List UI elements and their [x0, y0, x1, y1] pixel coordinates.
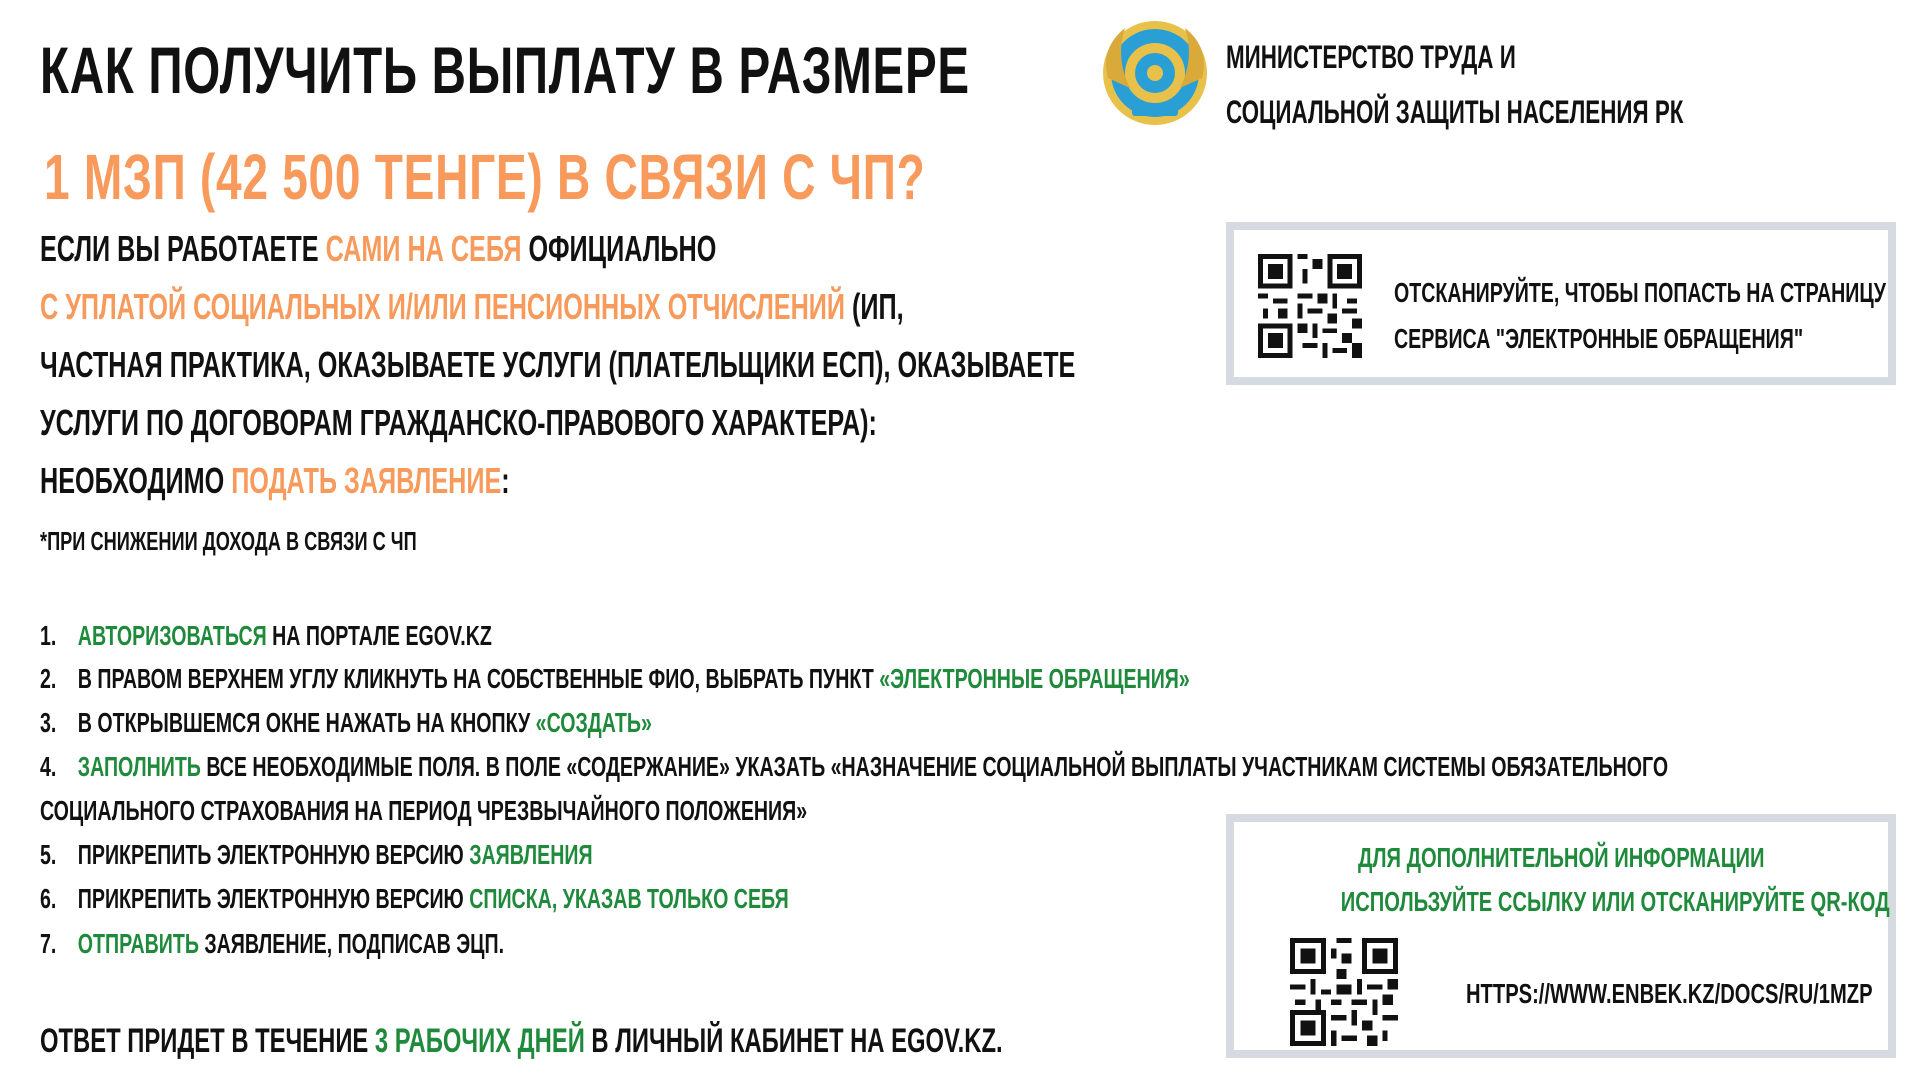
step-number: 2. — [40, 663, 57, 694]
answer-text: ОТВЕТ ПРИДЕТ В ТЕЧЕНИЕ — [40, 1022, 375, 1060]
step-highlight: СПИСКА, УКАЗАВ ТОЛЬКО СЕБЯ — [469, 883, 789, 914]
step-text: В ОТКРЫВШЕМСЯ ОКНЕ НАЖАТЬ НА КНОПКУ — [77, 707, 536, 738]
answer-text: В ЛИЧНЫЙ КАБИНЕТ НА EGOV.KZ. — [584, 1022, 1003, 1060]
qr-caption — [1394, 270, 1886, 362]
intro-line-5 — [40, 460, 510, 502]
info-line-2: ИСПОЛЬЗУЙТЕ ССЫЛКУ ИЛИ ОТСКАНИРУЙТЕ QR-КОД — [1340, 886, 1890, 917]
info-line-1: ДЛЯ ДОПОЛНИТЕЛЬНОЙ ИНФОРМАЦИИ — [1357, 842, 1765, 873]
step-item — [40, 707, 652, 739]
page-subtitle: 1 МЗП (42 500 ТЕНГЕ) В СВЯЗИ С ЧП? — [44, 141, 926, 213]
step-number: 7. — [40, 928, 57, 959]
step-highlight: ЗАЯВЛЕНИЯ — [469, 839, 593, 870]
intro-text: (ИП, — [845, 286, 904, 327]
page-title: КАК ПОЛУЧИТЬ ВЫПЛАТУ В РАЗМЕРЕ — [40, 33, 970, 107]
step-text: НА ПОРТАЛЕ EGOV.KZ — [266, 620, 492, 651]
info-box — [1226, 814, 1896, 1058]
step-text: ЗАЯВЛЕНИЕ, ПОДПИСАВ ЭЦП. — [198, 928, 505, 959]
step-text: ПРИКРЕПИТЬ ЭЛЕКТРОННУЮ ВЕРСИЮ — [77, 839, 470, 870]
step-number: 5. — [40, 839, 57, 870]
intro-line-1 — [40, 228, 716, 270]
step-number: 1. — [40, 620, 57, 651]
state-emblem-icon — [1100, 18, 1210, 128]
step-highlight: АВТОРИЗОВАТЬСЯ — [77, 620, 267, 651]
step-item-continuation: СОЦИАЛЬНОГО СТРАХОВАНИЯ НА ПЕРИОД ЧРЕЗВЫЧАЙНОГО ПОЛОЖЕНИЯ» — [40, 795, 808, 826]
footnote: *ПРИ СНИЖЕНИИ ДОХОДА В СВЯЗИ С ЧП — [40, 526, 417, 556]
qr-code-icon[interactable] — [1290, 938, 1398, 1046]
step-highlight: ЗАПОЛНИТЬ — [77, 751, 201, 782]
step-item — [40, 883, 789, 915]
step-number: 3. — [40, 707, 57, 738]
step-highlight: «СОЗДАТЬ» — [535, 707, 652, 738]
step-text: ПРИКРЕПИТЬ ЭЛЕКТРОННУЮ ВЕРСИЮ — [77, 883, 470, 914]
ministry-line-2: СОЦИАЛЬНОЙ ЗАЩИТЫ НАСЕЛЕНИЯ РК — [1226, 94, 1684, 130]
answer-highlight: 3 РАБОЧИХ ДНЕЙ — [374, 1022, 585, 1060]
intro-highlight: ПОДАТЬ ЗАЯВЛЕНИЕ — [231, 460, 502, 501]
step-item — [40, 663, 1190, 695]
intro-highlight: САМИ НА СЕБЯ — [325, 228, 522, 269]
ministry-name — [1226, 30, 1683, 140]
step-number: 4. — [40, 751, 57, 782]
step-number: 6. — [40, 883, 57, 914]
intro-highlight: С УПЛАТОЙ СОЦИАЛЬНЫХ И/ИЛИ ПЕНСИОННЫХ ОТЧИСЛЕНИЙ — [40, 286, 845, 327]
intro-line-3: ЧАСТНАЯ ПРАКТИКА, ОКАЗЫВАЕТЕ УСЛУГИ (ПЛАТЕЛЬЩИКИ ЕСП), ОКАЗЫВАЕТЕ — [40, 344, 1076, 385]
step-highlight: ОТПРАВИТЬ — [77, 928, 199, 959]
step-item — [40, 751, 1668, 783]
intro-text: НЕОБХОДИМО — [40, 460, 232, 501]
ministry-line-1: МИНИСТЕРСТВО ТРУДА И — [1226, 39, 1516, 75]
step-item — [40, 839, 593, 871]
info-link[interactable]: HTTPS://WWW.ENBEK.KZ/DOCS/RU/1MZP — [1466, 978, 1873, 1009]
qr-box-electronic-appeals — [1226, 222, 1896, 385]
step-item — [40, 928, 504, 960]
qr-caption-line-1: ОТСКАНИРУЙТЕ, ЧТОБЫ ПОПАСТЬ НА СТРАНИЦУ — [1394, 277, 1886, 308]
answer-line — [40, 1022, 1003, 1061]
step-item — [40, 620, 492, 652]
intro-line-2 — [40, 286, 904, 328]
intro-text: : — [501, 460, 510, 501]
step-text: В ПРАВОМ ВЕРХНЕМ УГЛУ КЛИКНУТЬ НА СОБСТВЕННЫЕ ФИО, ВЫБРАТЬ ПУНКТ — [77, 663, 880, 694]
step-text: ВСЕ НЕОБХОДИМЫЕ ПОЛЯ. В ПОЛЕ «СОДЕРЖАНИЕ» УКАЗАТЬ «НАЗНАЧЕНИЕ СОЦИАЛЬНОЙ ВЫПЛАТЫ УЧАСТНИКАМ СИСТЕМЫ ОБЯЗАТЕЛЬНОГО — [200, 751, 1669, 782]
step-highlight: «ЭЛЕКТРОННЫЕ ОБРАЩЕНИЯ» — [879, 663, 1190, 694]
qr-caption-line-2: СЕРВИСА "ЭЛЕКТРОННЫЕ ОБРАЩЕНИЯ" — [1394, 323, 1804, 354]
intro-text: ОФИЦИАЛЬНО — [521, 228, 717, 269]
qr-code-icon[interactable] — [1258, 254, 1362, 358]
intro-line-4: УСЛУГИ ПО ДОГОВОРАМ ГРАЖДАНСКО-ПРАВОВОГО ХАРАКТЕРА): — [40, 402, 877, 443]
intro-text: ЕСЛИ ВЫ РАБОТАЕТЕ — [40, 228, 326, 269]
